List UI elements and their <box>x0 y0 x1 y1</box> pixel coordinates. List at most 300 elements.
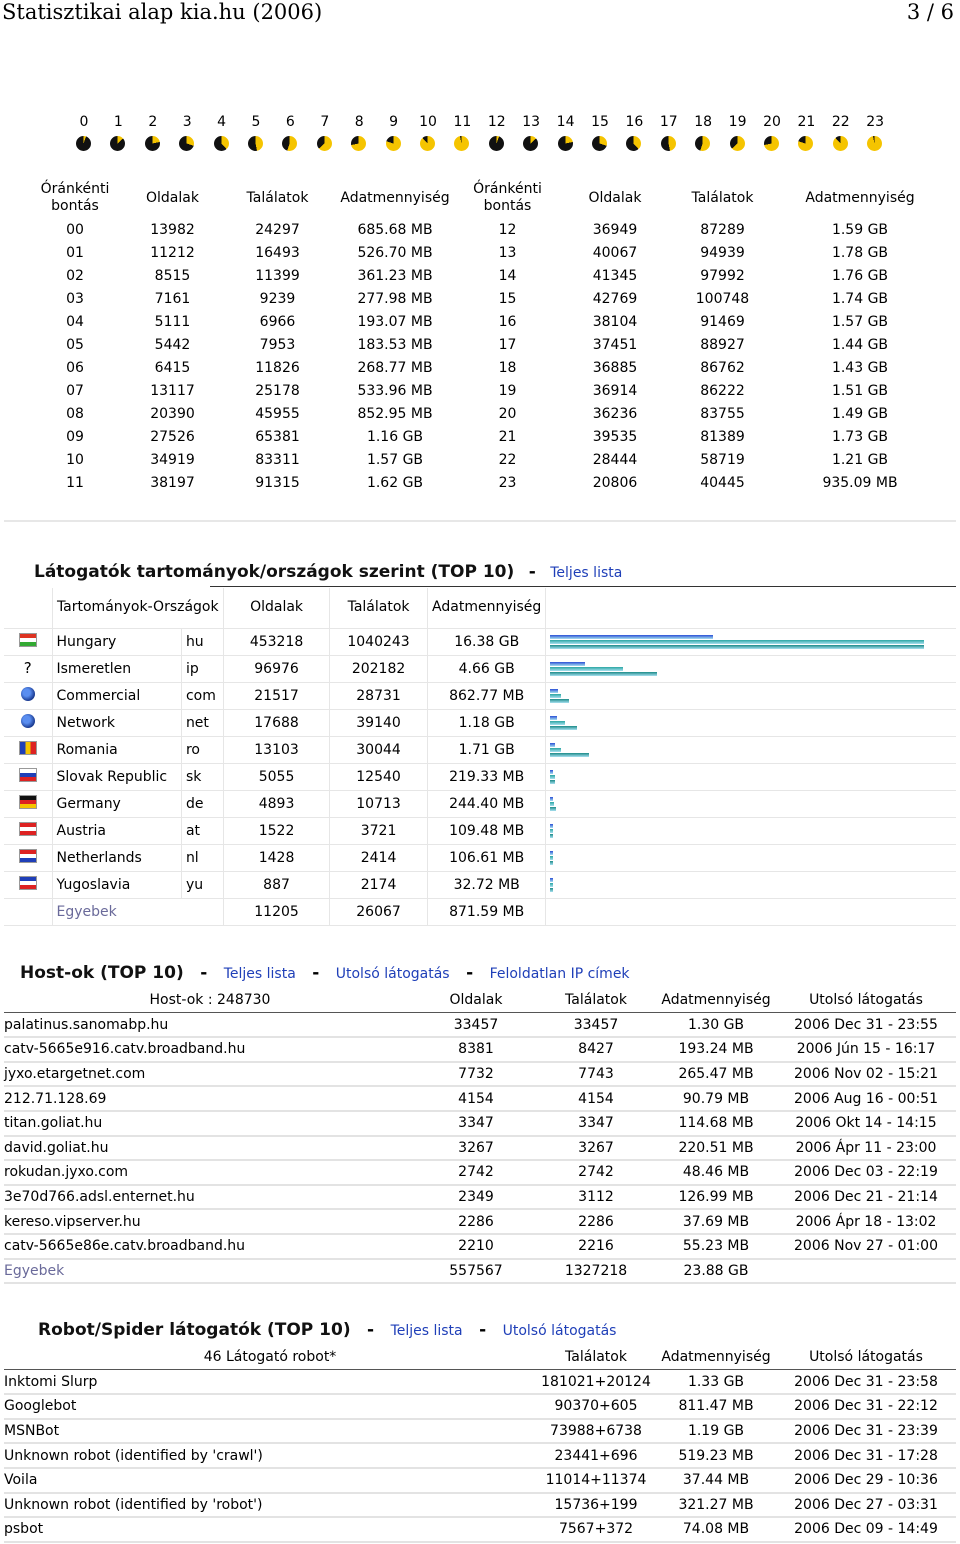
table-cell: 557567 <box>416 1259 536 1284</box>
table-cell: 73988+6738 <box>536 1419 656 1444</box>
table-cell: 22 <box>498 451 517 468</box>
domain-bars <box>546 709 956 736</box>
table-cell: 36914 <box>592 382 638 399</box>
hour-label: 2 <box>148 114 158 130</box>
table-cell: 11826 <box>255 359 300 376</box>
col-pages: Oldalak <box>146 189 199 206</box>
table-cell: 91315 <box>255 474 300 491</box>
table-cell: 2006 Dec 09 - 14:49 <box>776 1517 956 1542</box>
table-cell: 48.46 MB <box>656 1160 776 1185</box>
domain-bars <box>546 628 956 655</box>
table-cell: 07 <box>66 382 84 399</box>
hour-label: 16 <box>625 114 644 130</box>
col-size: Adatmennyiség <box>656 1345 776 1370</box>
table-cell: 86762 <box>700 359 745 376</box>
table-row <box>4 1136 956 1161</box>
domains-table <box>4 588 956 926</box>
table-row <box>30 425 950 448</box>
hosts-table <box>4 988 956 1284</box>
hour-label: 17 <box>659 114 678 130</box>
table-cell: 41345 <box>592 267 638 284</box>
domain-name: Netherlands <box>52 844 181 871</box>
table-cell: 1.76 GB <box>831 267 889 284</box>
table-cell: 1.57 GB <box>366 451 424 468</box>
table-cell: 00 <box>66 221 84 238</box>
col-hits: Találatok <box>536 1345 656 1370</box>
table-cell: 193.07 MB <box>357 313 433 330</box>
table-cell: 40067 <box>592 244 638 261</box>
domain-hits: 39140 <box>330 709 428 736</box>
domain-name: Germany <box>52 790 181 817</box>
table-cell <box>776 1259 956 1284</box>
col-host: Host-ok : 248730 <box>4 988 416 1013</box>
table-cell: 2006 Dec 31 - 23:55 <box>776 1013 956 1038</box>
table-row-other <box>4 898 956 925</box>
table-cell: 1.33 GB <box>656 1370 776 1395</box>
table-cell: 1.73 GB <box>831 428 889 445</box>
pages-bar <box>550 824 553 828</box>
hour-label: 20 <box>763 114 781 130</box>
table-cell: 03 <box>66 290 84 307</box>
robots-last-visit-link[interactable]: Utolsó látogatás <box>502 1323 617 1339</box>
table-cell: 04 <box>66 313 84 330</box>
col-hits: Találatok <box>536 988 656 1013</box>
table-row <box>4 655 956 682</box>
other-label: Egyebek <box>4 1259 416 1284</box>
table-cell: 11399 <box>255 267 300 284</box>
domain-pages: 453218 <box>224 628 330 655</box>
flag-icon <box>19 849 37 863</box>
table-cell: 25178 <box>255 382 300 399</box>
pages-bar <box>550 662 585 666</box>
table-cell: 5442 <box>154 336 191 353</box>
hour-clock-icon <box>248 136 263 151</box>
hits-bar <box>550 775 554 779</box>
domain-pages: 887 <box>224 871 330 898</box>
table-cell: 13117 <box>150 382 195 399</box>
table-row <box>30 379 950 402</box>
table-row <box>4 1062 956 1087</box>
table-cell: 1.19 GB <box>656 1419 776 1444</box>
table-row <box>30 287 950 310</box>
table-row <box>4 736 956 763</box>
hour-label: 23 <box>866 114 885 130</box>
table-cell: 36236 <box>592 405 638 422</box>
table-cell: 2006 Aug 16 - 00:51 <box>776 1086 956 1111</box>
table-cell: 935.09 MB <box>822 474 898 491</box>
domain-size: 862.77 MB <box>428 682 546 709</box>
table-cell: 6415 <box>154 359 191 376</box>
table-cell: 20390 <box>150 405 195 422</box>
table-row <box>30 356 950 379</box>
size-bar <box>550 753 589 757</box>
table-cell: 88927 <box>700 336 745 353</box>
table-cell: 7161 <box>154 290 191 307</box>
table-cell: 685.68 MB <box>357 221 433 238</box>
hour-clock-icon <box>76 136 91 151</box>
table-cell: 83311 <box>255 451 300 468</box>
table-row <box>4 763 956 790</box>
table-cell: 11212 <box>150 244 195 261</box>
host-name: jyxo.etargetnet.com <box>4 1062 416 1087</box>
pages-bar <box>550 689 558 693</box>
hour-label: 11 <box>453 114 472 130</box>
domain-bars <box>546 844 956 871</box>
col-last-visit: Utolsó látogatás <box>776 988 956 1013</box>
col-size-2: Adatmennyiség <box>805 189 915 206</box>
table-cell: 17 <box>498 336 517 353</box>
domain-size: 109.48 MB <box>428 817 546 844</box>
size-bar <box>550 726 577 730</box>
col-pages: Oldalak <box>416 988 536 1013</box>
hour-label: 4 <box>217 114 227 130</box>
table-row <box>30 471 950 494</box>
table-cell: 183.53 MB <box>357 336 433 353</box>
flag-icon <box>19 822 37 836</box>
hosts-full-list-link[interactable]: Teljes lista <box>223 966 296 982</box>
hosts-unresolved-ip-link[interactable]: Feloldatlan IP címek <box>489 966 630 982</box>
hour-clock-icon <box>214 136 229 151</box>
table-cell: 533.96 MB <box>357 382 433 399</box>
table-row <box>30 310 950 333</box>
table-cell: 05 <box>66 336 84 353</box>
table-cell: 19 <box>498 382 517 399</box>
hour-clock-icon <box>833 136 848 151</box>
hits-bar <box>550 721 564 725</box>
domain-hits: 202182 <box>330 655 428 682</box>
hour-clock-icon <box>420 136 435 151</box>
hour-clock-icon <box>282 136 297 151</box>
domain-name: Network <box>52 709 181 736</box>
hour-label: 21 <box>797 114 816 130</box>
table-cell: 114.68 MB <box>656 1111 776 1136</box>
table-row <box>4 1370 956 1395</box>
table-cell: 7743 <box>536 1062 656 1087</box>
host-name: palatinus.sanomabp.hu <box>4 1013 416 1038</box>
domain-hits: 1040243 <box>330 628 428 655</box>
host-name: kereso.vipserver.hu <box>4 1209 416 1234</box>
table-cell: 268.77 MB <box>357 359 433 376</box>
table-row <box>4 1160 956 1185</box>
hour-clock-icon <box>454 136 469 151</box>
flag-icon <box>19 741 37 755</box>
table-cell: 23.88 GB <box>656 1259 776 1284</box>
table-cell: 38104 <box>592 313 638 330</box>
table-cell: 1.74 GB <box>831 290 889 307</box>
size-bar <box>550 888 553 892</box>
table-cell: 2210 <box>416 1234 536 1259</box>
domain-bars <box>546 655 956 682</box>
table-row <box>30 241 950 264</box>
table-row <box>4 790 956 817</box>
table-row <box>4 1517 956 1542</box>
domain-hits: 30044 <box>330 736 428 763</box>
table-row <box>4 844 956 871</box>
hour-clock-icon <box>145 136 160 151</box>
domain-pages: 21517 <box>224 682 330 709</box>
table-cell: 37451 <box>592 336 638 353</box>
hour-label: 0 <box>79 114 89 130</box>
table-cell: 09 <box>66 428 84 445</box>
table-cell: 2286 <box>416 1209 536 1234</box>
table-cell: 27526 <box>150 428 195 445</box>
table-cell: 5111 <box>154 313 191 330</box>
table-row <box>4 682 956 709</box>
table-cell: 2006 Dec 31 - 23:39 <box>776 1419 956 1444</box>
table-cell: 94939 <box>700 244 745 261</box>
table-cell: 38197 <box>150 474 195 491</box>
hour-label: 1 <box>113 114 123 130</box>
globe-icon <box>21 714 35 728</box>
table-cell: 193.24 MB <box>656 1037 776 1062</box>
table-cell: 1.62 GB <box>366 474 424 491</box>
robot-name: Unknown robot (identified by 'robot') <box>4 1493 536 1518</box>
domain-size: 16.38 GB <box>428 628 546 655</box>
table-cell: 2006 Dec 27 - 03:31 <box>776 1493 956 1518</box>
table-cell: 1.16 GB <box>366 428 424 445</box>
other-size: 871.59 MB <box>428 898 546 925</box>
host-name: catv-5665e916.catv.broadband.hu <box>4 1037 416 1062</box>
table-cell: 852.95 MB <box>357 405 433 422</box>
hour-label: 12 <box>487 114 506 130</box>
table-cell: 220.51 MB <box>656 1136 776 1161</box>
table-cell: 81389 <box>700 428 745 445</box>
table-row <box>4 817 956 844</box>
other-label: Egyebek <box>52 898 224 925</box>
table-cell: 6966 <box>259 313 296 330</box>
col-last-visit: Utolsó látogatás <box>776 1345 956 1370</box>
domain-hits: 12540 <box>330 763 428 790</box>
hosts-last-visit-link[interactable]: Utolsó látogatás <box>335 966 450 982</box>
size-bar <box>550 672 656 676</box>
hour-label: 10 <box>419 114 437 130</box>
table-cell: 23 <box>498 474 517 491</box>
domain-name: Hungary <box>52 628 181 655</box>
table-cell: 90.79 MB <box>656 1086 776 1111</box>
hour-label: 3 <box>182 114 192 130</box>
domain-pages: 1428 <box>224 844 330 871</box>
other-hits: 26067 <box>330 898 428 925</box>
size-bar <box>550 699 569 703</box>
hits-bar <box>550 694 560 698</box>
domain-code: de <box>181 790 223 817</box>
table-cell: 14 <box>498 267 517 284</box>
table-cell: 277.98 MB <box>357 290 433 307</box>
table-cell: 2742 <box>536 1160 656 1185</box>
table-cell: 20 <box>498 405 517 422</box>
table-row <box>4 628 956 655</box>
pages-bar <box>550 797 553 801</box>
table-cell: 2286 <box>536 1209 656 1234</box>
hour-clock-icon <box>351 136 366 151</box>
domain-code: yu <box>181 871 223 898</box>
table-row <box>4 1443 956 1468</box>
domain-name: Yugoslavia <box>52 871 181 898</box>
domain-code: ip <box>181 655 223 682</box>
table-cell: 8515 <box>154 267 191 284</box>
table-cell: 1.78 GB <box>831 244 889 261</box>
document-title: Statisztikai alap kia.hu (2006) <box>2 0 323 24</box>
table-cell: 34919 <box>150 451 195 468</box>
size-bar <box>550 780 555 784</box>
flag-icon <box>19 795 37 809</box>
domains-full-list-link[interactable]: Teljes lista <box>550 565 623 581</box>
domain-code: nl <box>181 844 223 871</box>
table-cell: 37.69 MB <box>656 1209 776 1234</box>
table-cell: 40445 <box>700 474 745 491</box>
table-cell: 126.99 MB <box>656 1185 776 1210</box>
hour-clock-icon <box>317 136 332 151</box>
robot-name: Googlebot <box>4 1394 536 1419</box>
table-row <box>4 1013 956 1038</box>
table-cell: 2006 Dec 31 - 22:12 <box>776 1394 956 1419</box>
size-bar <box>550 861 553 865</box>
table-row <box>30 448 950 471</box>
table-cell: 36949 <box>592 221 638 238</box>
divider <box>4 520 956 522</box>
table-cell: 3267 <box>416 1136 536 1161</box>
domains-title: Látogatók tartományok/országok szerint (TOP 10) <box>34 562 515 582</box>
table-cell: 21 <box>498 428 517 445</box>
hour-label: 5 <box>251 114 261 130</box>
size-bar <box>550 834 553 838</box>
table-row <box>4 1185 956 1210</box>
table-row <box>4 1037 956 1062</box>
hits-bar <box>550 748 561 752</box>
table-row <box>30 218 950 241</box>
table-cell: 2216 <box>536 1234 656 1259</box>
col-hits: Találatok <box>246 189 309 206</box>
table-cell: 361.23 MB <box>357 267 433 284</box>
table-cell: 265.47 MB <box>656 1062 776 1087</box>
divider <box>210 586 956 587</box>
domain-pages: 17688 <box>224 709 330 736</box>
table-cell: 2006 Jún 15 - 16:17 <box>776 1037 956 1062</box>
table-cell: 2006 Dec 21 - 21:14 <box>776 1185 956 1210</box>
hour-clock-icon <box>179 136 194 151</box>
table-cell: 2006 Nov 27 - 01:00 <box>776 1234 956 1259</box>
robots-table <box>4 1345 956 1543</box>
hour-clock-icon <box>798 136 813 151</box>
domain-name: Romania <box>52 736 181 763</box>
table-cell: 13982 <box>150 221 195 238</box>
hour-label: 18 <box>694 114 713 130</box>
table-cell: 1.49 GB <box>831 405 889 422</box>
hosts-title: Host-ok (TOP 10) <box>20 963 184 983</box>
table-cell: 91469 <box>700 313 745 330</box>
table-cell: 15 <box>498 290 517 307</box>
col-domain: Tartományok-Országok <box>52 588 224 628</box>
hour-label: 19 <box>728 114 747 130</box>
pages-bar <box>550 635 713 639</box>
domain-pages: 5055 <box>224 763 330 790</box>
flag-icon <box>19 768 37 782</box>
domain-bars <box>546 682 956 709</box>
table-row-other <box>4 1259 956 1284</box>
table-cell: 58719 <box>700 451 745 468</box>
table-cell: 181021+20124 <box>536 1370 656 1395</box>
table-cell: 20806 <box>592 474 638 491</box>
domain-hits: 2174 <box>330 871 428 898</box>
hits-bar <box>550 667 623 671</box>
col-pages-2: Oldalak <box>588 189 642 206</box>
host-name: 212.71.128.69 <box>4 1086 416 1111</box>
table-cell: 24297 <box>255 221 300 238</box>
table-cell: 86222 <box>700 382 745 399</box>
flag-icon <box>19 633 37 647</box>
col-size: Adatmennyiség <box>340 189 450 206</box>
domain-hits: 10713 <box>330 790 428 817</box>
hits-bar <box>550 829 553 833</box>
domain-bars <box>546 871 956 898</box>
table-cell: 28444 <box>592 451 638 468</box>
robot-name: Inktomi Slurp <box>4 1370 536 1395</box>
col-size: Adatmennyiség <box>428 588 546 628</box>
domains-heading: Látogatók tartományok/országok szerint (TOP 10) - Teljes lista <box>34 562 623 582</box>
table-cell: 10 <box>66 451 84 468</box>
table-cell: 18 <box>498 359 517 376</box>
table-row <box>4 1468 956 1493</box>
pages-bar <box>550 716 556 720</box>
table-cell: 13 <box>498 244 517 261</box>
table-cell: 16 <box>498 313 517 330</box>
domain-bars <box>546 790 956 817</box>
col-hits-2: Találatok <box>691 189 754 206</box>
hour-clock-icon <box>626 136 641 151</box>
table-cell: 16493 <box>255 244 300 261</box>
hour-clock-icon <box>867 136 882 151</box>
domain-code: hu <box>181 628 223 655</box>
robots-full-list-link[interactable]: Teljes lista <box>390 1323 463 1339</box>
hour-clock-icon <box>110 136 125 151</box>
domain-bars <box>546 817 956 844</box>
table-row <box>4 1419 956 1444</box>
question-icon: ? <box>23 658 32 677</box>
table-cell: 2006 Okt 14 - 14:15 <box>776 1111 956 1136</box>
pages-bar <box>550 878 553 882</box>
table-cell: 37.44 MB <box>656 1468 776 1493</box>
robot-name: Voila <box>4 1468 536 1493</box>
col-robot: 46 Látogató robot* <box>4 1345 536 1370</box>
table-cell: 7567+372 <box>536 1517 656 1542</box>
host-name: catv-5665e86e.catv.broadband.hu <box>4 1234 416 1259</box>
table-cell: 11 <box>66 474 84 491</box>
table-cell: 811.47 MB <box>656 1394 776 1419</box>
domain-code: at <box>181 817 223 844</box>
table-cell: 4154 <box>416 1086 536 1111</box>
table-cell: 8381 <box>416 1037 536 1062</box>
domain-pages: 13103 <box>224 736 330 763</box>
col-pages: Oldalak <box>224 588 330 628</box>
table-cell: 42769 <box>592 290 638 307</box>
hour-label: 14 <box>556 114 575 130</box>
table-cell: 2742 <box>416 1160 536 1185</box>
table-cell: 1.57 GB <box>831 313 889 330</box>
hour-label: 8 <box>354 114 364 130</box>
hour-clock-icon <box>730 136 745 151</box>
table-row <box>30 402 950 425</box>
table-row <box>4 1493 956 1518</box>
table-cell: 2006 Dec 29 - 10:36 <box>776 1468 956 1493</box>
hour-clock-icon <box>764 136 779 151</box>
table-row <box>30 264 950 287</box>
table-cell: 3112 <box>536 1185 656 1210</box>
table-cell: 1.43 GB <box>831 359 889 376</box>
hourly-table <box>30 178 950 494</box>
hour-clock-icon <box>592 136 607 151</box>
domain-hits: 3721 <box>330 817 428 844</box>
domain-code: net <box>181 709 223 736</box>
